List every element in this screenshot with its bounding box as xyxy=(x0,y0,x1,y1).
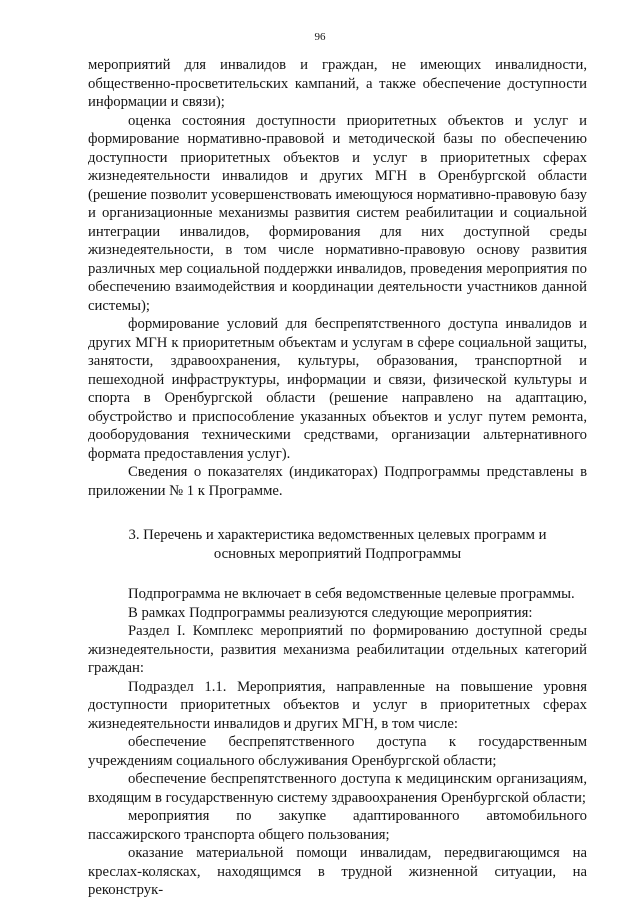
paragraph: оказание материальной помощи инвалидам, передвигающимся на креслах-колясках, находящимся в трудной жизненной ситуации, на реконструк- xyxy=(88,845,587,898)
paragraph: формирование условий для беспрепятственного доступа инвалидов и других МГН к приоритетным объектам и услугам в сфере социальной защиты, занятости, здравоохранения, культуры, образования, транспортной и пешеходной инфраструктуры, информации и связи, физической культуры и спорта в Оренбургской области (решение направлено на адаптацию, обустройство и приспособление указанных объектов и услуг путем ремонта, дооборудования техническими средствами, организации альтернативного формата предоставления услуг). xyxy=(88,316,587,462)
paragraph: оценка состояния доступности приоритетных объектов и услуг и формирование нормативно-правовой и методической базы по обеспечению доступности приоритетных объектов и услуг в приоритетных сферах жизнедеятельности инвалидов и других МГН в Оренбургской области (решение позволит усовершенствовать имеющуюся нормативно-правовую базу и организационные механизмы развития систем реабилитации и социальной интеграции инвалидов, формирования для них доступной среды жизнедеятельности, в том числе нормативно-правовую основу развития различных мер социальной поддержки инвалидов, проведения мероприятия по обеспечению взаимодействия и координации деятельности участников данной системы); xyxy=(88,112,587,314)
paragraph: обеспечение беспрепятственного доступа к государственным учреждениям социального обслуживания Оренбургской области; xyxy=(88,734,587,769)
page-body xyxy=(88,56,587,900)
section-heading-line-1: 3. Перечень и характеристика ведомственных целевых программ и xyxy=(128,527,547,543)
paragraphs-after-heading xyxy=(88,585,587,900)
paragraph: обеспечение беспрепятственного доступа к медицинским организациям, входящим в государственную систему здравоохранения Оренбургской области; xyxy=(88,771,587,806)
page-number: 96 xyxy=(314,31,326,43)
paragraph: мероприятия по закупке адаптированного автомобильного пассажирского транспорта общего пользования; xyxy=(88,808,587,843)
section-heading xyxy=(88,526,587,563)
paragraphs-before-heading xyxy=(88,56,587,500)
paragraph: Сведения о показателях (индикаторах) Подпрограммы представлены в приложении № 1 к Программе. xyxy=(88,464,587,499)
section-heading-line-2: основных мероприятий Подпрограммы xyxy=(213,545,462,562)
paragraph: Раздел I. Комплекс мероприятий по формированию доступной среды жизнедеятельности, развития механизма реабилитации отдельных категорий граждан: xyxy=(88,623,587,676)
paragraph: В рамках Подпрограммы реализуются следующие мероприятия: xyxy=(128,604,533,621)
paragraph: мероприятий для инвалидов и граждан, не имеющих инвалидности, общественно-просветительских кампаний, а также обеспечение доступности информации и связи); xyxy=(88,57,587,110)
paragraph: Подпрограмма не включает в себя ведомственные целевые программы. xyxy=(128,586,575,602)
paragraph: Подраздел 1.1. Мероприятия, направленные на повышение уровня доступности приоритетных объектов и услуг в приоритетных сферах жизнедеятельности инвалидов и других МГН, в том числе: xyxy=(88,678,587,732)
